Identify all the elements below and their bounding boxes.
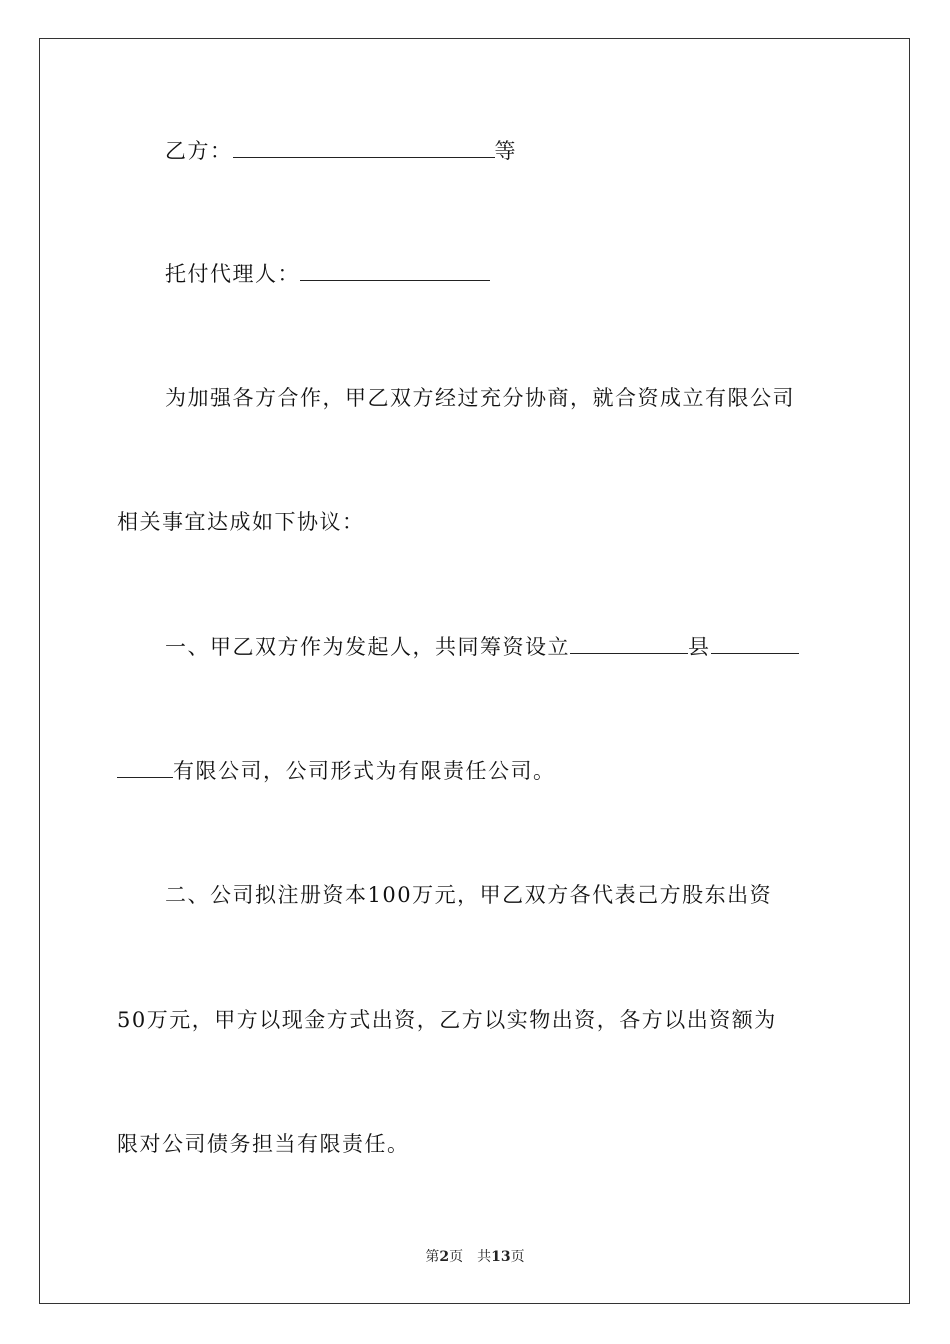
agent-line [165, 259, 490, 289]
page-footer [0, 1246, 950, 1266]
clause1-blank-1 [570, 635, 688, 654]
clause1-line-2 [117, 756, 556, 786]
clause2-line-3: 限对公司债务担当有限责任。 [117, 1132, 410, 1156]
intro-line-2: 相关事宜达成如下协议： [117, 510, 365, 534]
party-b-suffix: 等 [494, 139, 517, 163]
footer-prefix: 第 [425, 1249, 440, 1265]
clause2-line-1: 二、公司拟注册资本100万元，甲乙双方各代表己方股东出资 [165, 883, 773, 907]
clause1-blank-3 [117, 759, 173, 778]
agent-blank [300, 262, 490, 281]
intro-line-1: 为加强各方合作，甲乙双方经过充分协商，就合资成立有限公司 [165, 386, 795, 410]
clause1-line-1 [165, 632, 799, 662]
footer-mid: 页 共 [449, 1249, 492, 1265]
footer-page-number: 2 [439, 1249, 450, 1265]
footer-total-pages: 13 [491, 1249, 511, 1265]
agent-label: 托付代理人： [165, 262, 300, 286]
footer-suffix: 页 [510, 1249, 525, 1265]
clause1-text-a: 一、甲乙双方作为发起人，共同筹资设立 [165, 635, 570, 659]
party-b-line [165, 136, 517, 166]
page-border [39, 38, 910, 1304]
clause2-line-2: 50万元，甲方以现金方式出资，乙方以实物出资，各方以出资额为 [117, 1008, 777, 1032]
clause1-text-b: 县 [688, 635, 711, 659]
party-b-label: 乙方： [165, 139, 233, 163]
party-b-blank [233, 139, 495, 158]
clause1-text-c: 有限公司，公司形式为有限责任公司。 [173, 759, 556, 783]
clause1-blank-2 [711, 635, 799, 654]
